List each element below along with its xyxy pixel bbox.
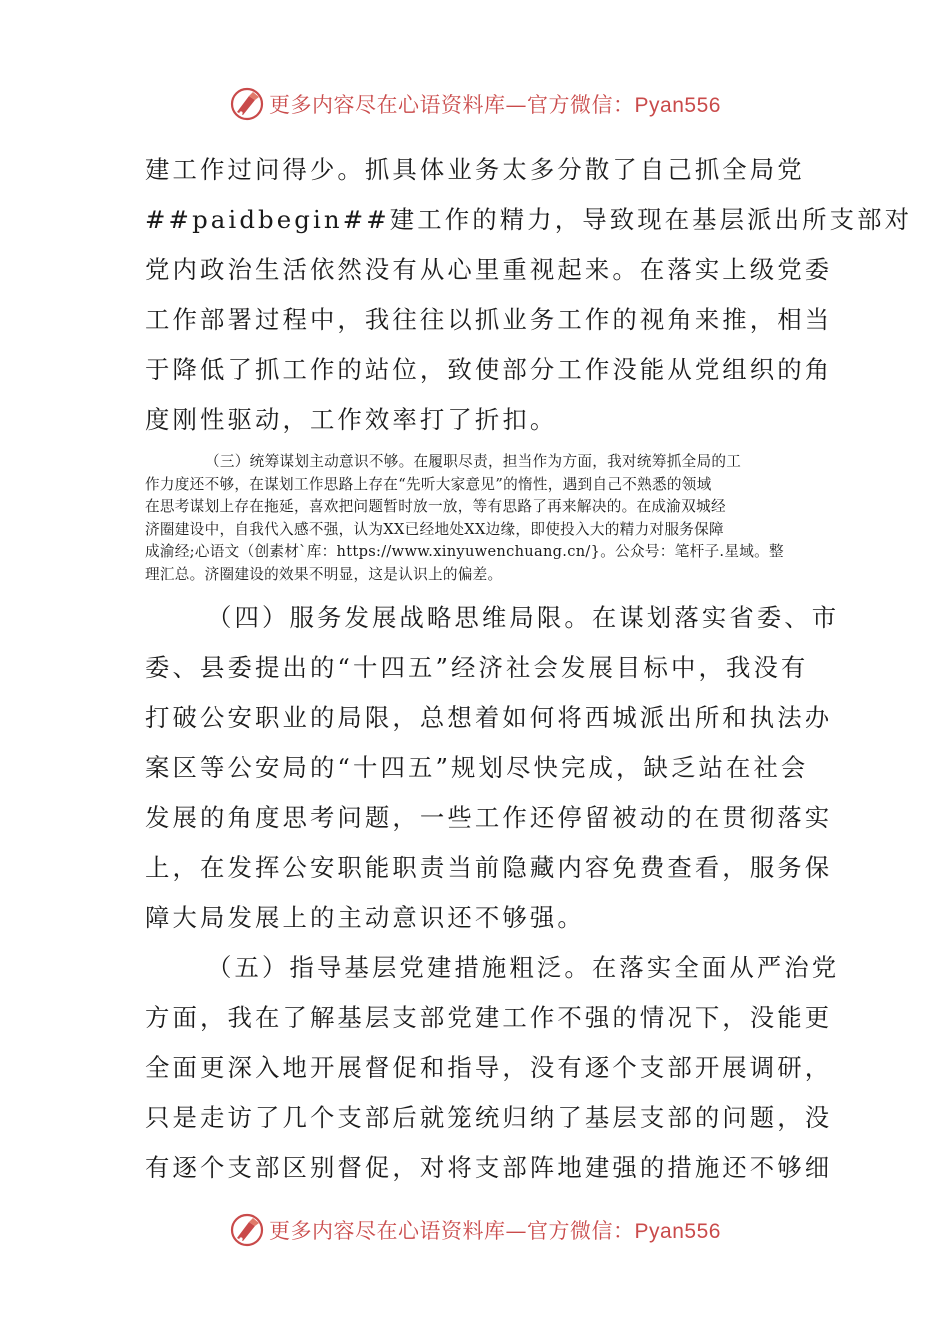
text-line: 案区等公安局的“十四五”规划尽快完成，缺乏站在社会 bbox=[145, 752, 809, 782]
text-line: 全面更深入地开展督促和指导，没有逐个支部开展调研， bbox=[145, 1052, 833, 1082]
text-line: 只是走访了几个支部后就笼统归纳了基层支部的问题，没 bbox=[145, 1102, 833, 1132]
text-line: 工作部署过程中，我往往以抓业务工作的视角来推，相当 bbox=[145, 305, 833, 334]
wechat-id: Pyan556 bbox=[634, 1220, 721, 1243]
text-line: 建工作过问得少。抓具体业务太多分散了自己抓全局党 bbox=[145, 155, 805, 184]
text-line: 有逐个支部区别督促，对将支部阵地建强的措施还不够细 bbox=[145, 1152, 833, 1182]
text-line: 障大局发展上的主动意识还不够强。 bbox=[145, 902, 585, 932]
text-line: （三）统筹谋划主动意识不够。在履职尽责，担当作为方面，我对统筹抓全局的工 bbox=[205, 453, 742, 470]
banner-text: 更多内容尽在心语资料库—官方微信：Pyan556 bbox=[269, 1219, 721, 1243]
text-line: 济圈建设中，自我代入感不强，认为XX已经地处XX边缘，即使投入大的精力对服务保障 bbox=[145, 520, 724, 538]
pen-nib-logo-icon bbox=[229, 86, 265, 122]
paragraph-4 bbox=[145, 943, 840, 1193]
text-line: 在思考谋划上存在拖延，喜欢把问题暂时放一放，等有思路了再来解决的。在成渝双城经 bbox=[145, 498, 726, 516]
text-line: 作力度还不够，在谋划工作思路上存在“先听大家意见”的惰性，遇到自己不熟悉的领域 bbox=[145, 475, 712, 493]
header-banner bbox=[0, 82, 950, 126]
document-body bbox=[145, 145, 913, 1193]
text-line: 上，在发挥公安职能职责当前隐藏内容免费查看，服务保 bbox=[145, 852, 833, 882]
paragraph-3 bbox=[145, 593, 840, 943]
text-line: ##paidbegin##建工作的精力，导致现在基层派出所支部对 bbox=[145, 205, 913, 234]
text-line: 度刚性驱动，工作效率打了折扣。 bbox=[145, 405, 558, 434]
text-line: 成渝经;心语文（创素材`库：https://www.xinyuwenchuang.cn/}。公众号：笔杆子.星域。整 bbox=[145, 543, 784, 561]
banner-text: 更多内容尽在心语资料库—官方微信：Pyan556 bbox=[269, 93, 721, 117]
text-line: （五）指导基层党建措施粗泛。在落实全面从严治党 bbox=[207, 952, 840, 982]
pen-nib-logo-icon bbox=[229, 1212, 265, 1248]
text-line: 打破公安职业的局限，总想着如何将西城派出所和执法办 bbox=[145, 702, 833, 732]
text-line: 于降低了抓工作的站位，致使部分工作没能从党组织的角 bbox=[145, 355, 833, 384]
paragraph-2-small bbox=[145, 451, 805, 587]
text-line: 党内政治生活依然没有从心里重视起来。在落实上级党委 bbox=[145, 255, 833, 284]
text-line: 理汇总。济圈建设的效果不明显，这是认识上的偏差。 bbox=[145, 565, 503, 583]
text-line: （四）服务发展战略思维局限。在谋划落实省委、市 bbox=[207, 602, 840, 632]
wechat-id: Pyan556 bbox=[634, 94, 721, 117]
footer-banner bbox=[0, 1208, 950, 1252]
paragraph-1 bbox=[145, 145, 913, 445]
text-line: 委、县委提出的“十四五”经济社会发展目标中，我没有 bbox=[145, 652, 809, 682]
text-line: 发展的角度思考问题，一些工作还停留被动的在贯彻落实 bbox=[145, 802, 833, 832]
text-line: 方面，我在了解基层支部党建工作不强的情况下，没能更 bbox=[145, 1002, 833, 1032]
